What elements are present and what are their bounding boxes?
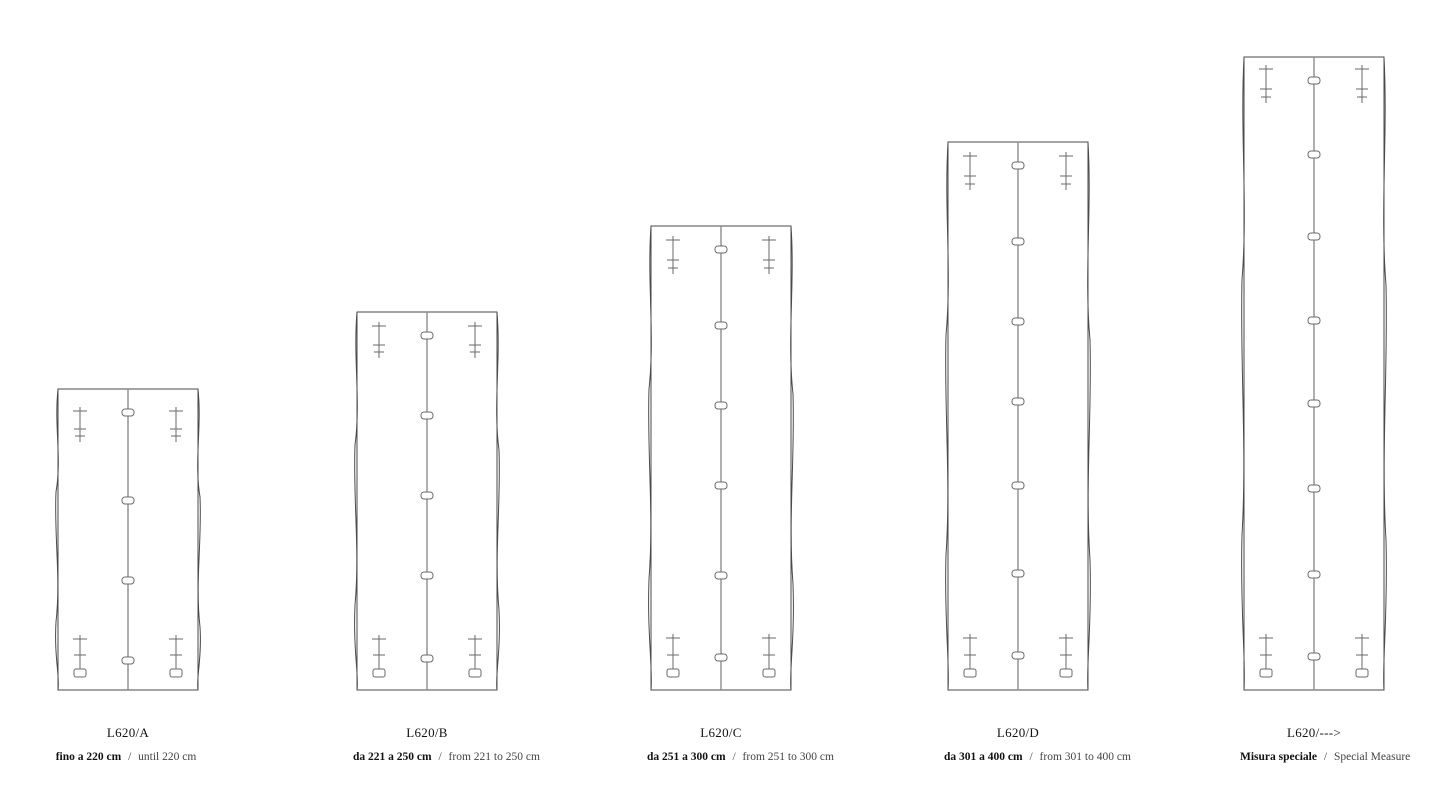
bracket-bottom-right-b [468, 635, 482, 677]
panel-drawing-b [353, 310, 501, 692]
panel-svg-d [944, 140, 1092, 692]
panel-desc-d [944, 751, 1131, 764]
panel-desc-en-d: from 301 to 400 cm [1039, 751, 1131, 764]
bracket-bottom-left-c [666, 634, 680, 677]
panel-desc-sep-c: / [732, 751, 736, 764]
panel-code-a: L620/A [106, 725, 150, 741]
panel-desc-it-c: da 251 a 300 cm [647, 751, 726, 764]
panel-desc-sep-special: / [1323, 751, 1328, 764]
panel-desc-sep-a: / [128, 751, 132, 764]
panel-svg-c [647, 224, 795, 692]
panel-drawing-c [647, 224, 795, 692]
panel-code-b: L620/B [406, 725, 448, 741]
caption-c [647, 725, 834, 764]
bracket-bottom-right-special [1355, 634, 1369, 677]
panel-code-c: L620/C [700, 725, 742, 741]
panel-desc-it-a: fino a 220 cm [55, 751, 122, 764]
panel-variant-d [944, 0, 1131, 812]
bracket-top-right-c [762, 236, 776, 274]
caption-b [353, 725, 540, 764]
bracket-bottom-left-special [1259, 634, 1273, 677]
bracket-top-right-d [1059, 152, 1073, 190]
bracket-bottom-right-c [762, 634, 776, 677]
panel-drawing-a [54, 387, 202, 692]
bracket-bottom-right-a [169, 635, 183, 677]
panel-variant-special [1240, 0, 1411, 812]
panel-drawing-special [1240, 55, 1388, 692]
panel-desc-c [647, 751, 834, 764]
caption-a [54, 726, 202, 764]
bracket-bottom-right-d [1059, 634, 1073, 677]
panel-svg-b [353, 310, 501, 692]
panel-desc-it-d: da 301 a 400 cm [944, 751, 1023, 764]
bracket-bottom-left-b [372, 635, 386, 677]
panel-desc-en-b: from 221 to 250 cm [448, 751, 540, 764]
panel-desc-b [353, 751, 540, 764]
panel-desc-sep-b: / [438, 751, 442, 764]
panel-variant-c [647, 0, 834, 812]
caption-d [944, 725, 1131, 764]
bracket-top-right-b [468, 322, 482, 358]
bracket-top-left-c [666, 236, 680, 274]
panel-desc-en-special: Special Measure [1333, 751, 1411, 764]
bracket-top-right-a [169, 407, 183, 442]
panel-desc-it-special: Misura speciale [1240, 751, 1317, 764]
panel-svg-a [54, 387, 202, 692]
panel-code-d: L620/D [996, 725, 1040, 741]
bracket-top-left-a [73, 407, 87, 442]
bracket-top-right-special [1355, 65, 1369, 103]
panel-desc-en-a: until 220 cm [138, 751, 197, 764]
panel-code-special: L620/---> [1286, 725, 1342, 741]
bracket-top-left-b [372, 322, 386, 358]
panel-desc-special [1240, 751, 1411, 764]
panel-variant-b [353, 0, 540, 812]
panel-desc-en-c: from 251 to 300 cm [742, 751, 834, 764]
caption-special [1240, 725, 1411, 764]
panel-desc-it-b: da 221 a 250 cm [353, 751, 432, 764]
bracket-top-left-special [1259, 65, 1273, 103]
panel-desc-sep-d: / [1029, 751, 1033, 764]
bracket-bottom-left-a [73, 635, 87, 677]
bracket-top-left-d [963, 152, 977, 190]
panel-svg-special [1240, 55, 1388, 692]
panel-variant-a [54, 0, 202, 812]
bracket-bottom-left-d [963, 634, 977, 677]
panel-drawing-d [944, 140, 1092, 692]
panel-desc-a [54, 751, 202, 764]
